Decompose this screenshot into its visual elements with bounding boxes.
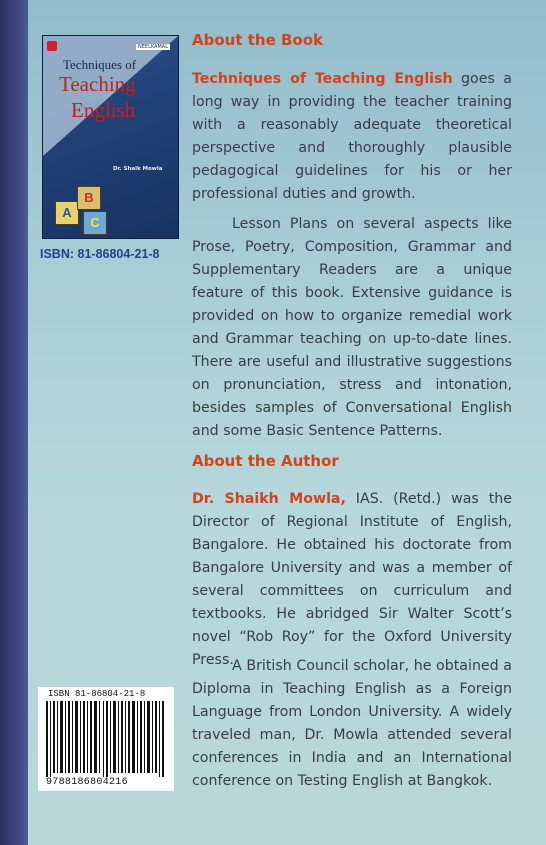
publisher-logo-icon — [47, 41, 57, 51]
cover-title-line2: Teaching — [59, 72, 136, 96]
cover-block-b: B — [77, 186, 101, 210]
book-cover-thumbnail — [42, 35, 179, 239]
barcode-isbn-text: ISBN 81-86804-21-8 — [48, 689, 146, 699]
about-book-paragraph-2: Lesson Plans on several aspects like Prose, Poetry, Composition, Grammar and Supplementary Readers are a unique feature of this book. Extensive guidance is provided on how to organize remedial work and Grammar teaching on up-to-date lines. There are useful and illustrative suggestions on pronunciation, stress and intonation, besides samples of Conversational English and some Basic Sentence Patterns. — [192, 216, 512, 439]
cover-title-line3: English — [71, 98, 136, 122]
about-book-paragraph-1-text: goes a long way in providing the teacher training with a reasonably adequate theoretical perspective and thoroughly plausible pedagogical guidelines for his or her professional duties and growth. — [192, 71, 512, 202]
cover-publisher: NEELKAMAL — [138, 44, 168, 50]
barcode-number: 9788186804216 — [46, 777, 128, 788]
barcode — [38, 687, 174, 791]
cover-author: Dr. Shaik Mowla — [113, 166, 163, 172]
about-author-paragraph-1 — [192, 488, 512, 672]
cover-title-line1: Techniques of — [63, 57, 137, 72]
cover-block-a: A — [55, 201, 79, 225]
about-author-heading: About the Author — [192, 452, 339, 470]
barcode-bars — [46, 701, 166, 777]
about-author-paragraph-2: A British Council scholar, he obtained a Diploma in Teaching English as a Foreign Language from London University. A widely traveled man, Dr. Mowla attended several conferences in India and an International conference on Testing English at Bangkok. — [192, 658, 512, 789]
about-author-paragraph-1-text: IAS. (Retd.) was the Director of Regional Institute of English, Bangalore. He obtained his doctorate from Bangalore University and was a member of several committees on curriculum and textbooks. He abridged Sir Walter Scott’s novel “Rob Roy” for the Oxford University Press. — [192, 491, 513, 668]
book-title-text: Techniques of Teaching English — [192, 71, 453, 87]
book-spine — [0, 0, 28, 845]
cover-block-c: C — [83, 211, 107, 235]
about-book-heading: About the Book — [192, 31, 323, 49]
author-name: Dr. Shaikh Mowla, — [192, 491, 346, 507]
isbn-label: ISBN: 81-86804-21-8 — [40, 247, 160, 261]
about-book-paragraph-1 — [192, 68, 512, 206]
